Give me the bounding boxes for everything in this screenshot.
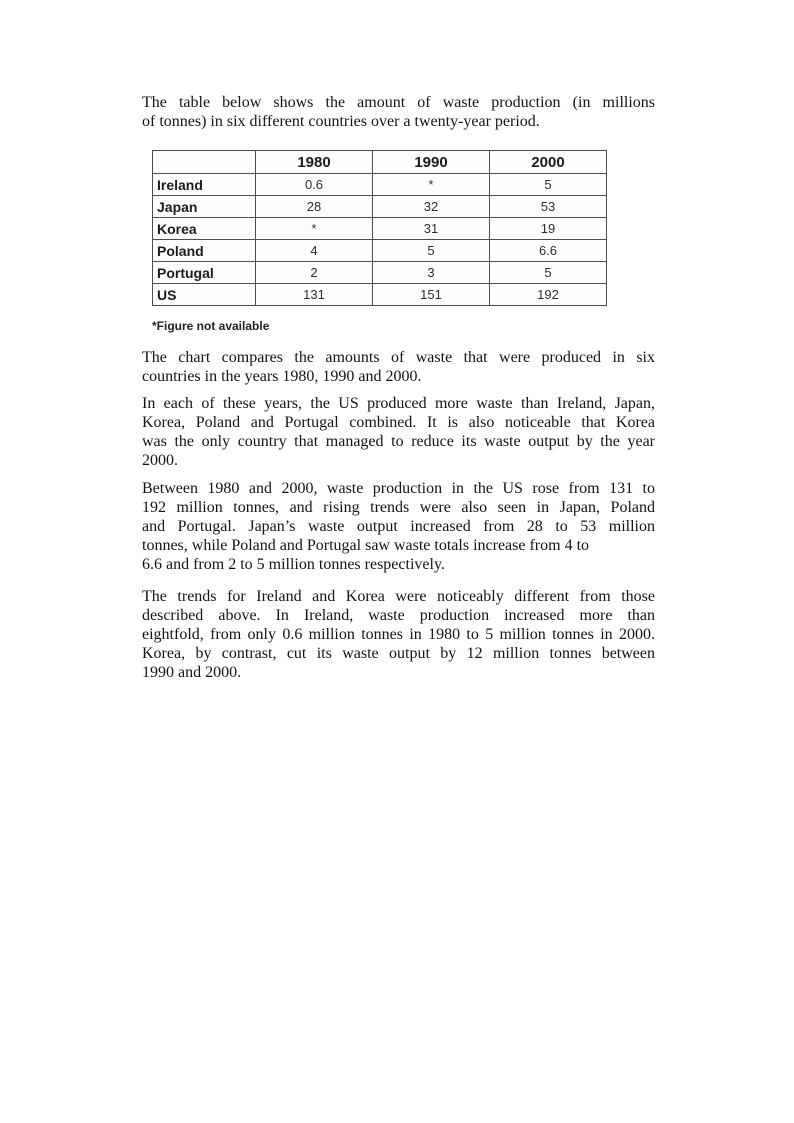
text-line: 2000. [142,452,178,469]
cell-value: 2 [256,262,373,284]
cell-value: 19 [490,218,607,240]
cell-value: 53 [490,196,607,218]
table-header-row [153,151,607,174]
table-row-ireland [153,174,607,196]
cell-value: 28 [256,196,373,218]
text-line: The table below shows the amount of waste production (in millions [142,94,655,111]
row-label: Poland [153,240,256,262]
cell-value: * [373,174,490,196]
cell-value: 5 [373,240,490,262]
table-row-us [153,284,607,306]
cell-value: 6.6 [490,240,607,262]
cell-value: 32 [373,196,490,218]
table-body [153,174,607,306]
row-label: Japan [153,196,256,218]
table-header [153,151,607,174]
cell-value: 131 [256,284,373,306]
text-line: tonnes, while Poland and Portugal saw waste totals increase from 4 to [142,537,590,554]
table-header-empty [153,151,256,174]
table-header-2000: 2000 [490,151,607,174]
table-row-japan [153,196,607,218]
text-line: and Portugal. Japan’s waste output increased from 28 to 53 million [142,518,655,535]
row-label: Korea [153,218,256,240]
essay-paragraph-2 [142,394,655,470]
text-line: eightfold, from only 0.6 million tonnes in 1980 to 5 million tonnes in 2000. [142,626,655,643]
row-label: US [153,284,256,306]
waste-production-table [152,150,607,306]
text-line: described above. In Ireland, waste production increased more than [142,607,655,624]
text-line: Korea, Poland and Portugal combined. It is also noticeable that Korea [142,414,655,431]
essay-paragraph-1 [142,348,655,386]
essay-paragraph-3 [142,479,655,574]
table-row-korea [153,218,607,240]
text-line: The chart compares the amounts of waste that were produced in six [142,349,655,366]
task-prompt-paragraph [142,93,655,131]
table-header-1980: 1980 [256,151,373,174]
cell-value: 151 [373,284,490,306]
table-row-portugal [153,262,607,284]
table-footnote: *Figure not available [152,319,270,333]
text-line: was the only country that managed to reduce its waste output by the year [142,433,655,450]
cell-value: * [256,218,373,240]
row-label: Ireland [153,174,256,196]
essay-paragraph-4 [142,587,655,682]
cell-value: 5 [490,174,607,196]
waste-table-block [152,150,612,333]
cell-value: 31 [373,218,490,240]
table-header-1990: 1990 [373,151,490,174]
cell-value: 0.6 [256,174,373,196]
row-label: Portugal [153,262,256,284]
text-line: of tonnes) in six different countries over a twenty-year period. [142,113,540,130]
text-line: 6.6 and from 2 to 5 million tonnes respectively. [142,556,445,573]
table-row-poland [153,240,607,262]
cell-value: 192 [490,284,607,306]
cell-value: 3 [373,262,490,284]
cell-value: 4 [256,240,373,262]
text-line: In each of these years, the US produced more waste than Ireland, Japan, [142,395,655,412]
text-line: 1990 and 2000. [142,664,242,681]
text-line: 192 million tonnes, and rising trends were also seen in Japan, Poland [142,499,655,516]
text-line: Korea, by contrast, cut its waste output by 12 million tonnes between [142,645,655,662]
text-line: Between 1980 and 2000, waste production in the US rose from 131 to [142,480,655,497]
text-line: The trends for Ireland and Korea were noticeably different from those [142,588,655,605]
cell-value: 5 [490,262,607,284]
text-line: countries in the years 1980, 1990 and 2000. [142,368,422,385]
